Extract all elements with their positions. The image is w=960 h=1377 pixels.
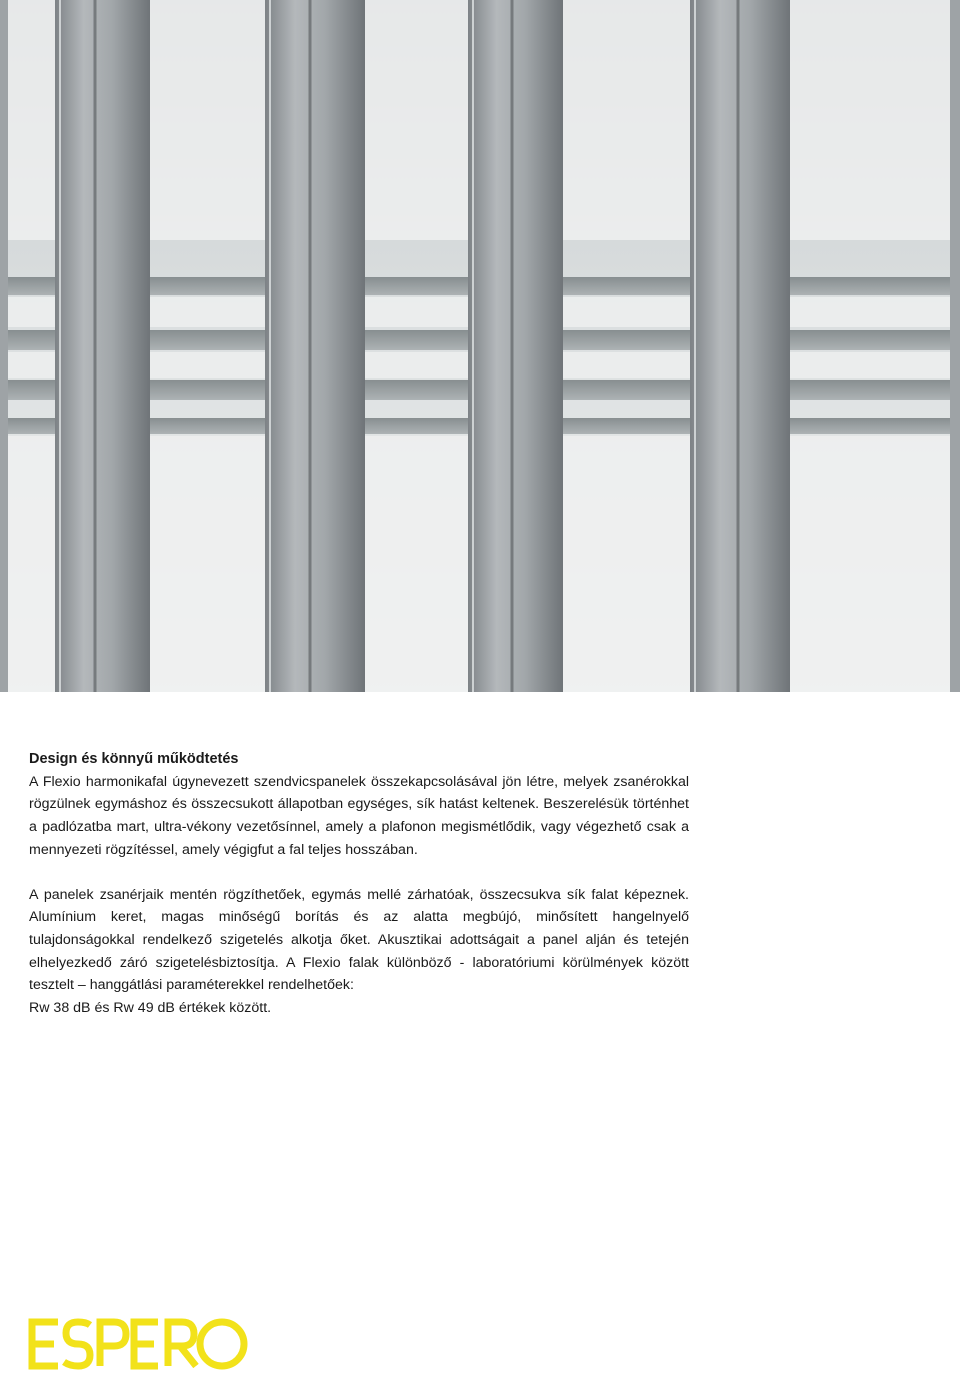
paragraph-2-body: A panelek zsanérjaik mentén rögzíthetőek, egymás mellé zárhatóak, összecsukva sík falat képeznek. Alumínium keret, magas minőségű borítás és az alatta megbújó, minősített hangelnyelő tulajdonságokkal rendelkező szigetelés alkotja őket. Akusztikai adottságait a panel alján és tetején elhelyezkedő záró szigetelésbiztosítja. A Flexio falak különböző - laboratóriumi körülmények között tesztelt – hanggátlási paraméterekkel rendelhetőek: [29,886,689,994]
paragraph-2-last-line: Rw 38 dB és Rw 49 dB értékek között. [29,1000,272,1017]
espero-logo [28,1316,248,1372]
section-heading: Design és könnyű működtetés [29,751,239,767]
article-text [29,748,689,1020]
paragraph-1: A Flexio harmonikafal úgynevezett szendvicspanelek összekapcsolásával jön létre, melyek zsanérokkal rögzülnek egymáshoz és összecsukott állapotban egységes, sík hatást keltenek. Beszerelésük történhet a padlózatba mart, ultra-vékony vezetősínnel, amely a plafonon megismétlődik, vagy végezhető csak a mennyezeti rögzítéssel, amely végigfut a fal teljes hosszában. [29,773,689,858]
espero-logo-mark [28,1316,248,1372]
paragraph-2 [29,884,689,1020]
